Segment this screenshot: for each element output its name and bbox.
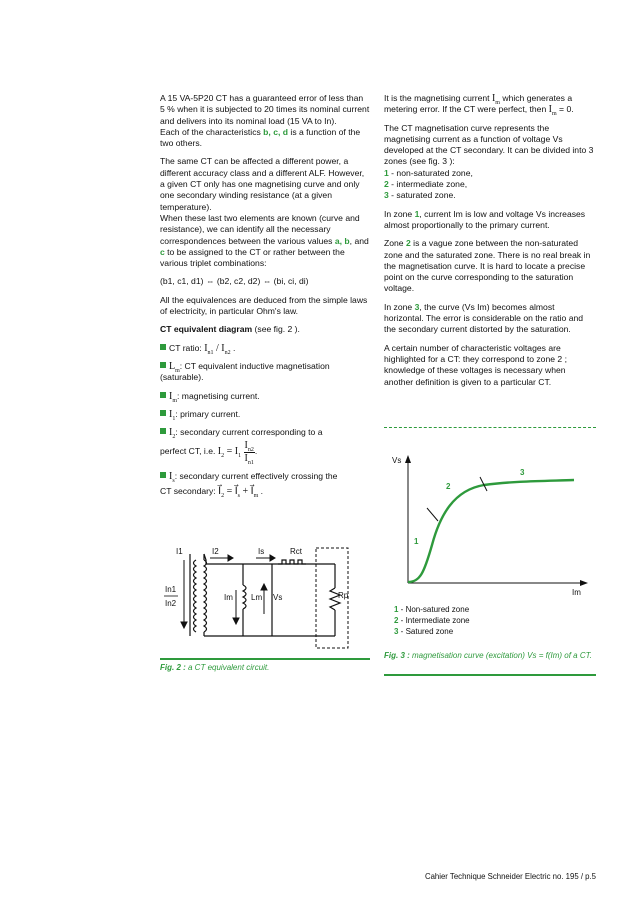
label-lm: Lm [251,593,263,602]
fig3-legend [394,604,470,637]
x-axis-label: Im [572,588,581,597]
bullet-icon [160,392,166,398]
paragraph: In zone 1, current Im is low and voltage Vs increases almost proportionally to the primary current. [384,208,586,230]
zone-1-label: 1 [414,537,419,546]
label-n2: In2 [165,599,177,608]
fig3-magnetisation-curve [384,445,596,605]
bullet-icon [160,344,166,350]
section-heading: CT equivalent diagram (see fig. 2 ). [160,324,300,335]
label-rct: Rct [290,547,302,556]
paragraph: A certain number of characteristic voltages are highlighted for a CT: they correspond to zone 2 ; knowledge of these voltages is necessary when another definition is given to a particular CT. [384,342,567,387]
paragraph: Each of the characteristics b, c, d is a function of the two others. [160,126,361,149]
bullet-i2: $I_2$: secondary current corresponding to a [160,427,370,438]
bullet-ct-ratio: CT ratio: $I_{n1} / I_{n2}$ . [160,343,370,354]
left-column [160,93,370,505]
zone-list: 1 - non-saturated zone, 2 - intermediate zone, 3 - saturated zone. [384,167,473,201]
paragraph: When these last two elements are known (curve and resistance), we can identify all the necessary correspondences between the various values a, b, and c to be assigned to the CT or rather between the various triplet combinations: [160,212,369,269]
paragraph: It is the magnetising current $I_m$ which generates a metering error. If the CT were perfect, then $I_m = 0$. [384,93,574,118]
label-rp: Rp [338,591,349,600]
equation-is: CT secondary: $I⃗_2$ = $I⃗_s$ + $I⃗_m$ . [160,486,264,500]
bullet-i1: $I_1$: primary current. [160,409,370,420]
label-is: Is [258,547,265,556]
fig3-caption: Fig. 3 : magnetisation curve (excitation) Vs = f(Im) of a CT. [384,651,592,660]
fig2-circuit [160,540,370,650]
legend-item: 2 - Intermediate zone [394,616,470,625]
y-axis-label: Vs [392,456,402,465]
circuit-diagram [160,540,370,650]
paragraph: Zone 2 is a vague zone between the non-saturated zone and the saturated zone. There is no real break in the magnetisation curve. It is hard to locate a precise point on the curve corresponding to the saturation voltage. [384,238,591,294]
bullet-icon [160,428,166,434]
zone-2-label: 2 [446,482,451,491]
fig2-rule [160,658,370,660]
paragraph: The same CT can be affected a different power, a different accuracy class and a different ALF. However, a given CT only has one magnetising curve and only one secondary winding resistance (at a given temperature). [160,156,365,212]
page-footer: Cahier Technique Schneider Electric no. 195 / p.5 [424,872,596,881]
label-n1: In1 [165,585,177,594]
equation-i2: perfect CT, i.e. $I_2 = I_1$ $\frac{I_{n2}}{I_{n1}}$ . [160,440,258,466]
legend-item: 1 - Non-satured zone [394,605,470,614]
bullet-icon [160,362,166,368]
paragraph: The CT magnetisation curve represents the magnetising current as a function of voltage Vs developed at the CT secondary. It can be divided into 3 zones (see fig. 3 ): [384,122,594,167]
bullet-icon [160,472,166,478]
fig3-top-rule [384,427,596,429]
bullet-is: $I_s$: secondary current effectively crossing the [160,471,370,482]
right-column [384,93,596,395]
bullet-icon [160,410,166,416]
label-i1: I1 [176,547,183,556]
magnetisation-chart [384,445,596,605]
paragraph: All the equivalences are deduced from the simple laws of electricity, in particular Ohm's law. [160,294,368,317]
paragraph: In zone 3, the curve (Vs Im) becomes almost horizontal. The error is considerable on the ratio and the secondary current distorted by the saturation. [384,301,584,335]
fig2-caption: Fig. 2 : a CT equivalent circuit. [160,663,270,672]
triplet-equation: (b1, c1, d1) ⇔ (b2, c2, d2) ⇔ (bi, ci, di) [160,276,309,287]
label-i2: I2 [212,547,219,556]
fig3-rule [384,674,596,676]
bullet-im: $I_m$: magnetising current. [160,391,370,402]
legend-item: 3 - Satured zone [394,627,454,636]
paragraph: A 15 VA-5P20 CT has a guaranteed error of less than 5 % when it is subjected to 20 times its nominal current and delivers into its nominal load (15 VA to In). [160,93,370,126]
zone-3-label: 3 [520,468,525,477]
label-im: Im [224,593,233,602]
label-vs: Vs [273,593,283,602]
bullet-lm: $L_m$: CT equivalent inductive magnetisation (saturable). [160,360,330,383]
